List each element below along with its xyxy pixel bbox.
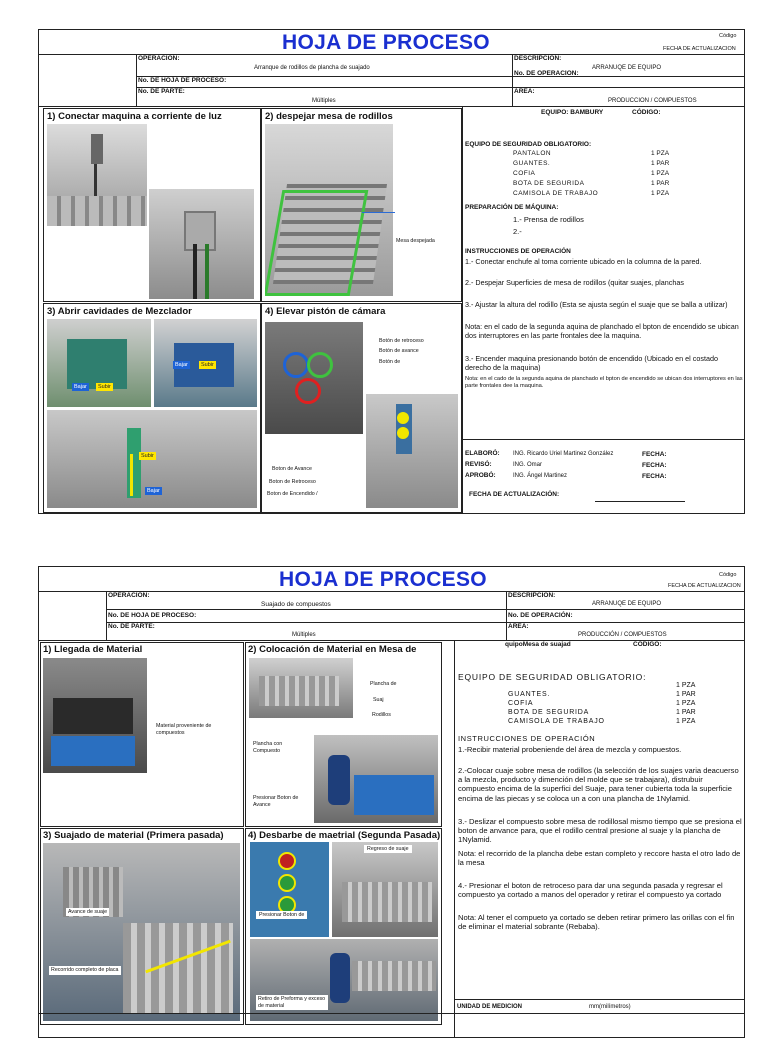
safety-item: PANTALON (513, 150, 552, 157)
annotation-boton-de-retroceso: Boton de Retroceso (269, 479, 316, 485)
no-operacion-label: No. DE OPERACION: (514, 70, 579, 77)
codigo-label: Código (719, 33, 737, 39)
step-panel-4 (245, 828, 442, 1025)
tag-subir-1: Subir (98, 384, 111, 390)
equipo-label: EQUIPO: BAMBURY (541, 109, 604, 116)
tag-subir-3: Subir (141, 453, 154, 459)
safety-qty: 1 PZA (651, 190, 670, 197)
no-parte-label: No. DE PARTE: (108, 623, 155, 630)
preparacion-label: PREPARACIÓN DE MÁQUINA: (465, 204, 559, 211)
annotation-presionar-avance: Presionar Boton de Avance (253, 795, 299, 808)
step-panel-3 (43, 303, 261, 513)
area-value: PRODUCCION / COMPUESTOS (608, 98, 697, 104)
instruction-1: 1.- Conectar enchufe al toma corriente ubicado en la columna de la pared. (465, 257, 702, 266)
elaboro-label: ELABORÓ: (465, 450, 500, 457)
annotation-mesa-despejada: Mesa despejada (396, 238, 435, 244)
tag-bajar-1: Bajar (74, 384, 87, 390)
instruction-4: 3.- Encender maquina presionando botón de encendido (Ubicado en el costado derecho de la maquina) (465, 354, 718, 372)
reviso-value: ING. Omar (513, 462, 543, 468)
codigo2-label: CÓDIGO: (632, 109, 661, 116)
safety-item: GUANTES. (508, 691, 551, 698)
seguridad-label: EQUIPO DE SEGURIDAD OBLIGATORIO: (465, 141, 592, 148)
annotation-suaj: Suaj (373, 697, 384, 703)
safety-item: BOTA DE SEGURIDA (508, 709, 590, 716)
safety-item: COFIA (508, 700, 534, 707)
safety-item: GUANTES. (513, 160, 551, 167)
hoja-proceso-label: No. DE HOJA DE PROCESO: (108, 612, 197, 619)
no-operacion-label: No. DE OPERACIÓN: (508, 612, 573, 619)
tag-subir-2: Subir (201, 362, 214, 368)
sheet-title: HOJA DE PROCESO (282, 31, 490, 54)
note-1: Nota: en el cado de la segunda aquina de planchado el bpton de encendido se ubican dos interruptores en las parte frontales dee la maquina. (465, 322, 739, 340)
aprobo-label: APROBÓ: (465, 472, 496, 479)
unidad-value: mm(milímetros) (589, 1004, 631, 1010)
unidad-label: UNIDAD DE MEDICION (457, 1004, 523, 1010)
instruction-4: 4.- Presionar el boton de retroceso para dar una segunda pasada y regresar el compuesto ya cortado a manos del operador y retirar el compuesto ya cortado (458, 881, 723, 900)
instrucciones-label: INSTRUCCIONES DE OPERACIÓN (458, 734, 596, 743)
step-title-1: 1) Conectar maquina a corriente de luz (47, 111, 222, 122)
safety-qty: 1 PZA (651, 170, 670, 177)
note-2: Nota: en el cado de la segunda aquina de planchado el bpton de encendido se ubican dos interruptores en las parte frontales dee la maquina. (465, 376, 743, 389)
fecha-label: FECHA: (642, 462, 667, 469)
preparacion-item-2: 2.- (513, 227, 522, 236)
annotation-plancha-compuesto: Plancha con Compuesto (253, 741, 283, 754)
photo-button-panel (250, 842, 329, 937)
area-label: AREA: (508, 623, 529, 630)
no-parte-label: No. DE PARTE: (138, 88, 185, 95)
annotation-plancha-de: Plancha de (370, 681, 397, 687)
codigo-label: Código (719, 572, 737, 578)
safety-qty: 1 PAR (651, 180, 670, 187)
descripcion-value: ARRANUQE DE EQUIPO (592, 65, 662, 71)
safety-item: CAMISOLA DE TRABAJO (513, 190, 599, 197)
descripcion-value: ARRANUQE DE EQUIPO (592, 601, 662, 607)
step-panel-2 (261, 108, 462, 302)
photo-return-suaje (332, 842, 438, 937)
step-title-2: 2) Colocación de Material en Mesa de (248, 644, 417, 655)
operacion-value: Suajado de compuestos (261, 601, 331, 608)
photo-material-cart (43, 658, 147, 773)
elaboro-value: ING. Ricardo Uriel Martinez González (513, 451, 614, 457)
instruction-3: 3.- Ajustar la altura del rodillo (Esta se ajusta según el suaje que se balla a utilizar) (465, 300, 728, 309)
fecha-actualizacion-label: FECHA DE ACTUALIZACION (663, 46, 736, 52)
no-parte-value: Múltiples (292, 632, 316, 638)
safety-qty: 1 PZA (676, 718, 696, 725)
photo-mixer-left (47, 319, 151, 407)
safety-item: COFIA (513, 170, 536, 177)
safety-qty: 1 PAR (676, 709, 696, 716)
descripcion-label: DESCRIPCION: (508, 592, 556, 599)
reviso-label: REVISÓ: (465, 461, 492, 468)
tag-bajar-2: Bajar (175, 362, 188, 368)
instruction-3: 3.- Deslizar el compuesto sobre mesa de rodillosal mismo tiempo que se presiona el boton de anvance para, que el rodillo central presione al suaje y la plancha de 1Nylamid. (458, 817, 742, 845)
photo-first-pass (43, 843, 240, 1021)
process-sheet-1 (38, 29, 745, 514)
step-panel-4 (261, 303, 462, 513)
annotation-boton-de-encendido: Boton de Encendido / (267, 491, 318, 497)
preparacion-item-1: 1.- Prensa de rodillos (513, 215, 584, 224)
photo-roller-table (265, 124, 393, 296)
photo-wall-outlet (47, 124, 147, 226)
safety-item: BOTA DE SEGURIDA (513, 180, 585, 187)
safety-qty: 1 PZA (676, 682, 696, 689)
equipo-label: quipoMesa de suajad (505, 641, 571, 648)
step-title-4: 4) Elevar pistón de cámara (265, 306, 386, 317)
step-title-3: 3) Abrir cavidades de Mezclador (47, 306, 192, 317)
fecha-actualizacion-label: FECHA DE ACTUALIZACION (668, 583, 741, 589)
instruction-1: 1.-Recibir material probeniende del área de mezcla y compuestos. (458, 745, 682, 754)
step-panel-1 (43, 108, 261, 302)
annotation-material-proveniente: Material proveniente de compuestos (156, 723, 212, 736)
annotation-boton-de-avance: Boton de Avance (272, 466, 312, 472)
photo-suaje-table (249, 658, 353, 718)
photo-operator-placing (314, 735, 438, 823)
fecha-actualizacion-footer-label: FECHA DE ACTUALIZACIÓN: (469, 491, 560, 498)
safety-qty: 1 PAR (651, 160, 670, 167)
safety-item: CAMISOLA DE TRABAJO (508, 718, 605, 725)
process-sheet-2 (38, 566, 745, 1038)
note-1: Nota: el recorrido de la plancha debe estan completo y reccore hasta el otro lado de la mesa (458, 849, 741, 868)
safety-qty: 1 PZA (676, 700, 696, 707)
hoja-proceso-label: No. DE HOJA DE PROCESO: (138, 77, 227, 84)
area-value: PRODUCCIÓN / COMPUESTOS (578, 632, 667, 638)
area-label: AREA: (514, 88, 535, 95)
operacion-value: Arranque de rodillos de plancha de suajado (254, 65, 370, 71)
safety-qty: 1 PAR (676, 691, 696, 698)
annotation-avance-suaje: Avance de suaje (68, 909, 108, 915)
photo-plug-connection (149, 189, 254, 299)
no-parte-value: Múltiples (312, 98, 336, 104)
fecha-label: FECHA: (642, 473, 667, 480)
step-title-3: 3) Suajado de material (Primera pasada) (43, 830, 224, 841)
tag-bajar-3: Bajar (147, 488, 160, 494)
safety-qty: 1 PZA (651, 150, 670, 157)
instruction-2: 2.-Colocar cuaje sobre mesa de rodillos (la selección de los suajes varia deacuerso a la mezcla, producto y dimención del molde que se trabajara), distrubuir compuesto encima de la superfici del Suaje, para tener cubierta toda la superficie encima de las piecas y se coloca un a con una plancha de 1Nylamid. (458, 766, 739, 803)
step-panel-1 (40, 642, 244, 827)
step-title-4: 4) Desbarbe de maetrial (Segunda Pasada) (248, 830, 441, 841)
seguridad-label: EQUIPO DE SEGURIDAD OBLIGATORIO: (458, 672, 647, 682)
annotation-boton-de: Botón de (379, 359, 401, 365)
instruction-2: 2.- Despejar Superficies de mesa de rodillos (quitar suajes, planchas (465, 279, 684, 287)
step-title-1: 1) Llegada de Material (43, 644, 143, 655)
photo-button-column (366, 394, 458, 508)
descripcion-label: DESCRIPCION: (514, 55, 562, 62)
annotation-retiro-preforma: Retiro de Preforma y exceso de material (256, 995, 328, 1010)
annotation-presionar-boton: Presionar Boton de (256, 911, 307, 919)
annotation-boton-retroceso: Botón de retroceso (379, 338, 424, 344)
annotation-regreso-suaje: Regreso de suaje (364, 845, 412, 853)
codigo2-label: CÓDIGO: (633, 641, 662, 648)
step-title-2: 2) despejar mesa de rodillos (265, 111, 393, 122)
annotation-rodillos: Rodillos (372, 712, 391, 718)
operacion-label: OPERACION: (138, 55, 180, 62)
fecha-label: FECHA: (642, 451, 667, 458)
note-2: Nota: Al tener el compueto ya cortado se deben retirar primero las orillas con el fin de eliminar el material sobrante (Rebaba). (458, 913, 735, 932)
sheet-title: HOJA DE PROCESO (279, 568, 487, 591)
instrucciones-label: INSTRUCCIONES DE OPERACIÓN (465, 248, 571, 255)
step-panel-2 (245, 642, 442, 827)
step-panel-3 (40, 828, 244, 1025)
annotation-recorrido: Recorrido completo de placa (49, 966, 121, 975)
operacion-label: OPERACION: (108, 592, 150, 599)
photo-control-panel (265, 322, 363, 434)
aprobo-value: ING. Ángel Martinez (513, 473, 568, 479)
annotation-boton-avance: Botón de avance (379, 348, 419, 354)
